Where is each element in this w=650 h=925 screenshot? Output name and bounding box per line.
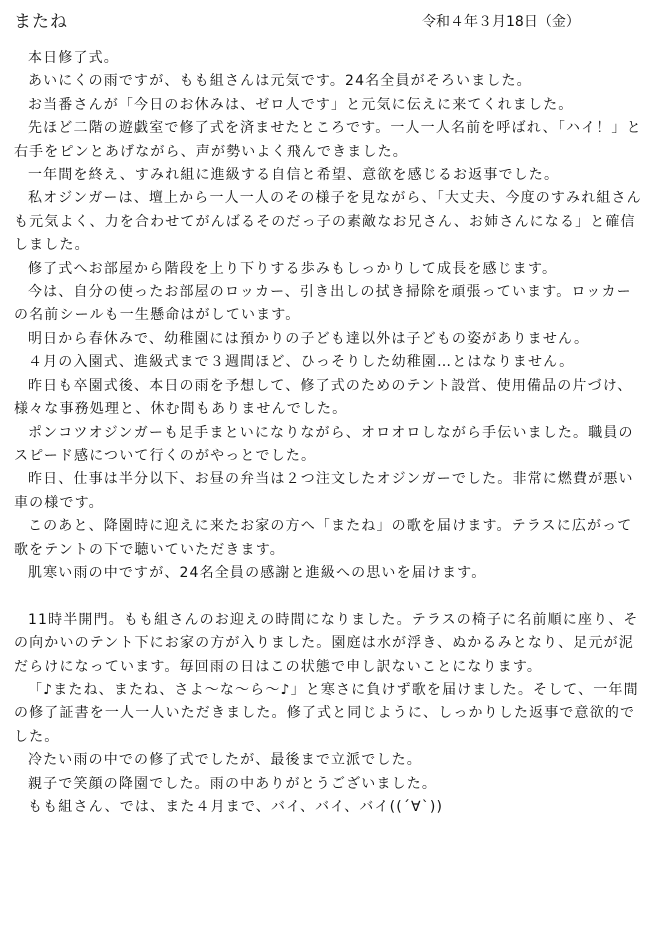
document-date: 令和４年３月18日（金）: [422, 14, 580, 30]
paragraph: ポンコツオジンガーも足手まといになりながら、オロオロしながら手伝いました。職員のスピード感について行くのがやっとでした。: [14, 424, 634, 464]
paragraph: 「♪またね、またね、さよ～な～ら～♪」と寒さに負けず歌を届けました。そして、一年間の修了証書を一人一人いただきました。修了式と同じように、しっかりした返事で意欲的でした。: [14, 681, 639, 745]
paragraph: あいにくの雨ですが、もも組さんは元気です。24名全員がそろいました。: [28, 73, 532, 90]
paragraph-spacer: [14, 585, 642, 608]
paragraph: 今は、自分の使ったお部屋のロッカー、引き出しの拭き掃除を頑張っています。ロッカーの名前シールも一生懸命はがしています。: [14, 284, 632, 324]
document-header: [14, 8, 634, 36]
document-body: [14, 47, 642, 819]
paragraph: 冷たい雨の中での修了式でしたが、最後まで立派でした。: [28, 752, 422, 769]
paragraph: 昨日、仕事は半分以下、お昼の弁当は２つ注文したオジンガーでした。非常に燃費が悪い車の様です。: [14, 471, 634, 511]
paragraph: お当番さんが「今日のお休みは、ゼロ人です」と元気に伝えに来てくれました。: [28, 96, 574, 113]
paragraph: 肌寒い雨の中ですが、24名全員の感謝と進級への思いを届けます。: [28, 564, 487, 581]
paragraph: 私オジンガーは、壇上から一人一人のその様子を見ながら、「大丈夫、今度のすみれ組さんも元気よく、力を合わせてがんばるそのだっ子の素敵なお兄さん、お姉さんになる」と確信しました。: [14, 190, 642, 254]
paragraph: 一年間を終え、すみれ組に進級する自信と希望、意欲を感じるお返事でした。: [28, 167, 560, 184]
paragraph: 親子で笑顔の降園でした。雨の中ありがとうございました。: [28, 775, 438, 792]
document-title: またね: [14, 12, 68, 32]
paragraph: ４月の入園式、進級式まで３週間ほど、ひっそりした幼稚園…とはなりません。: [28, 354, 575, 371]
paragraph: 本日修了式。: [28, 50, 119, 66]
paragraph: 明日から春休みで、幼稚園には預かりの子ども達以外は子どもの姿がありません。: [28, 330, 590, 347]
paragraph: 昨日も卒園式後、本日の雨を予想して、修了式のためのテント設営、使用備品の片づけ、様々な事務処理と、休む間もありませんでした。: [14, 377, 633, 418]
paragraph: もも組さん、では、また４月まで、バイ、バイ、バイ((´∀`)): [28, 798, 444, 815]
paragraph: 修了式へお部屋から階段を上り下りする歩みもしっかりして成長を感じます。: [28, 260, 558, 277]
paragraph: このあと、降園時に迎えに来たお家の方へ「またね」の歌を届けます。テラスに広がって歌をテントの下で聴いていただきます。: [14, 518, 633, 558]
paragraph: 先ほど二階の遊戯室で修了式を済ませたところです。一人一人名前を呼ばれ、「ハイ！」と右手をピンとあげながら、声が勢いよく飛んできました。: [14, 120, 642, 160]
paragraph: 11時半開門。もも組さんのお迎えの時間になりました。テラスの椅子に名前順に座り、その向かいのテント下にお家の方が入りました。園庭は水が浮き、ぬかるみとなり、足元が泥だらけになっています。毎回雨の日はこの状態で申し訳ないことになります。: [14, 611, 639, 675]
